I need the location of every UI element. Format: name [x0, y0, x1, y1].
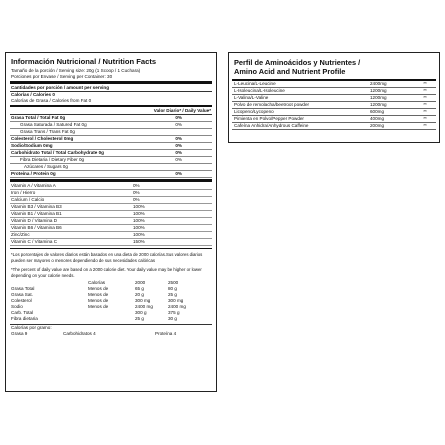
- dv-cell: 25 g: [135, 316, 144, 322]
- vitamin-name: Vitamin B3 / Vitamina B3: [11, 203, 62, 209]
- nutrient-percent: 0%: [175, 114, 182, 120]
- nutrient-list: [6, 115, 216, 178]
- nutrient-row: [10, 171, 212, 178]
- amount-per-serving: Cantidades por porción / amount per serving: [11, 85, 110, 90]
- amino-acid-panel: [228, 52, 440, 143]
- vitamin-row: [10, 218, 212, 225]
- nutrient-percent: 0%: [175, 149, 182, 155]
- vitamin-percent: 100%: [133, 231, 145, 237]
- vitamin-name: Vitamin C / Vitamina C: [11, 238, 58, 244]
- dv-header-cell: 2000: [135, 280, 146, 286]
- amino-amount: 1200mg: [370, 102, 387, 107]
- vitamin-row: [10, 204, 212, 211]
- amino-row: [232, 109, 436, 116]
- amino-title: [232, 53, 436, 81]
- amino-name: Polvo de remolacha/beetroot powder: [234, 102, 310, 107]
- vitamin-row: [10, 190, 212, 197]
- vitamin-percent: 100%: [133, 203, 145, 209]
- nutrient-percent: 0%: [175, 121, 182, 127]
- amino-name: L-Leucina/L-Leucine: [234, 81, 276, 86]
- nutrient-row: [10, 122, 212, 129]
- vitamin-percent: 150%: [133, 238, 145, 244]
- servings-per-container: Porciones por Envase / Serving per Container: 30: [11, 74, 113, 79]
- dv-header-cell: 2500: [168, 280, 179, 286]
- amino-mark: **: [423, 102, 427, 107]
- vitamin-percent: 0%: [133, 196, 140, 202]
- dv-cell: Grasa Total: [11, 286, 35, 292]
- nutrient-row: [10, 143, 212, 150]
- nutrient-percent: 0%: [175, 135, 182, 141]
- divider: [10, 179, 212, 182]
- amino-title-line2: Amino Acid and Nutrient Profile: [234, 67, 346, 76]
- dv-cell: Menos de: [88, 298, 109, 304]
- amino-mark: **: [423, 116, 427, 121]
- nutrient-label: Fibra Dietaria / Dietary Fiber 0g: [20, 156, 85, 162]
- amino-amount: 2400mg: [370, 81, 387, 86]
- dv-cell: 65 g: [135, 286, 144, 292]
- cpg-fat: Grasa 9: [11, 331, 28, 337]
- dv-cell: 20 g: [135, 292, 144, 298]
- amino-amount: 200mg: [370, 123, 385, 128]
- note-spanish: *Los porcentajes de valores diarios están basados en una dieta de 2000 calorías.Sus valores diarios pueden ser mayores o menores dependiendo de sus necesidades calóricas: [11, 252, 203, 263]
- dv-cell: Menos de: [88, 286, 109, 292]
- vitamin-percent: 100%: [133, 217, 145, 223]
- nutrient-row: [10, 150, 212, 157]
- amino-mark: **: [423, 81, 427, 86]
- amino-row: [232, 116, 436, 123]
- dv-cell: Carb. Total: [11, 310, 34, 316]
- amino-amount: 600mg: [370, 109, 385, 114]
- amino-mark: **: [423, 123, 427, 128]
- vitamin-name: Calcium / Calcio: [11, 196, 45, 202]
- vitamin-percent: 100%: [133, 224, 145, 230]
- amino-title-line1: Perfil de Aminoácidos y Nutrientes /: [234, 58, 361, 67]
- dv-cell: 30 g: [168, 316, 177, 322]
- amino-amount: 400mg: [370, 116, 385, 121]
- nutrient-percent: 0%: [175, 170, 182, 176]
- dv-cell: Menos de: [88, 292, 109, 298]
- nutrition-title: Información Nutricional / Nutrition Facts: [11, 57, 157, 66]
- amino-name: Licopeno/Lycopeno: [234, 109, 274, 114]
- calories-per-gram-label: Calorías por gramo:: [11, 325, 52, 331]
- amino-mark: **: [423, 109, 427, 114]
- nutrient-label: Azúcares / Sugars 0g: [24, 163, 68, 169]
- amino-mark: **: [423, 95, 427, 100]
- nutrient-label: Grasa Saturada / Satured Fat 0g: [20, 121, 87, 127]
- nutrition-facts-panel: [5, 52, 217, 392]
- dv-cell: Sodio: [11, 304, 23, 310]
- nutrient-row: [10, 115, 212, 122]
- nutrient-label: Grasa Trans / Trans Fat 0g: [20, 128, 75, 134]
- dv-cell: 300 mg: [135, 298, 151, 304]
- nutrient-label: Proteína / Protein 0g: [11, 170, 56, 176]
- vitamin-percent: 0%: [133, 182, 140, 188]
- divider: [10, 105, 212, 107]
- amino-row: [232, 88, 436, 95]
- nutrient-row: [10, 136, 212, 143]
- vitamin-name: Vitamin D / Vitamina D: [11, 217, 58, 223]
- vitamin-name: Zinc/Zinc: [11, 231, 30, 237]
- calories: Calorías / Calories 0: [11, 91, 55, 97]
- amino-name: Pimienta en Polvo/Pepper Powder: [234, 116, 304, 121]
- divider: [10, 81, 212, 84]
- divider: [10, 248, 212, 250]
- nutrient-percent: 0%: [175, 156, 182, 162]
- dv-cell: [88, 316, 135, 322]
- serving-size: Tamaño de la porción / Serving size: 20g (1 Scoop / 1 Cuchara): [11, 68, 141, 73]
- cpg-protein: Proteína 4: [155, 331, 177, 337]
- vitamin-name: Vitamin B6 / Vitamina B6: [11, 224, 62, 230]
- vitamin-percent: 0%: [133, 189, 140, 195]
- nutrient-label: Colesterol / Cholesterol 0mg: [11, 135, 74, 141]
- amino-name: Cafeína Anhidra/Anhydrous Caffeine: [234, 123, 309, 128]
- vitamin-name: Iron / Hierro: [11, 189, 36, 195]
- dv-row: [11, 316, 201, 322]
- dv-cell: 2400 mg: [168, 304, 186, 310]
- vitamin-row: [10, 225, 212, 232]
- dv-cell: 300 mg: [168, 298, 184, 304]
- vitamin-name: Vitamin A / Vitamina A: [11, 182, 56, 188]
- dv-cell: 80 g: [168, 286, 177, 292]
- nutrient-label: Grasa Total / Total Fat 0g: [11, 114, 66, 120]
- calories-per-gram: [6, 331, 216, 337]
- amino-row: [232, 102, 436, 109]
- nutrient-row: [10, 157, 212, 164]
- amino-rows: [229, 81, 439, 130]
- vitamin-row: [10, 197, 212, 204]
- amino-name: L-Isoleucina/L-Isoleucine: [234, 88, 285, 93]
- vitamin-percent: 100%: [133, 210, 145, 216]
- dv-cell: 25 g: [168, 292, 177, 298]
- dv-cell: Menos de: [88, 304, 109, 310]
- dv-header-cell: Calorías: [88, 280, 106, 286]
- dv-cell: 375 g: [168, 310, 180, 316]
- amino-name: L-Valina/L-Valine: [234, 95, 269, 100]
- dv-cell: 2400 mg: [135, 304, 153, 310]
- dv-cell: Grasa Sat.: [11, 292, 33, 298]
- vitamin-name: Vitamin B1 / Vitamina B1: [11, 210, 62, 216]
- dv-cell: Fibra dietaria: [11, 316, 38, 322]
- daily-value-table: [11, 280, 201, 322]
- nutrient-percent: 0%: [175, 142, 182, 148]
- daily-value-label: Valor Diario* / Daily Value*: [153, 107, 211, 113]
- vitamin-row: [10, 232, 212, 239]
- amino-mark: **: [423, 88, 427, 93]
- vitamin-row: [10, 183, 212, 190]
- amino-amount: 1200mg: [370, 95, 387, 100]
- dv-cell: 300 g: [135, 310, 147, 316]
- amino-row: [232, 81, 436, 88]
- vitamin-row: [10, 239, 212, 246]
- vitamin-list: [6, 183, 216, 246]
- cpg-carbs: Carbohidratos 4: [63, 331, 96, 337]
- dv-cell: Colesterol: [11, 298, 32, 304]
- nutrient-label: Carbohidrato Total / Total Carbohydrate 0g: [11, 149, 104, 155]
- nutrient-row: [10, 164, 212, 171]
- nutrient-row: [10, 129, 212, 136]
- note-english: *The percent of daily value are based on a 2000 calorie diet. Your daily value may be higher or lower depending on your calorie needs.: [11, 267, 202, 278]
- amino-amount: 1200mg: [370, 88, 387, 93]
- nutrient-label: Sodio/Sodium 0mg: [11, 142, 53, 148]
- calories-from-fat: Calorías de Grasa / Calories from Fat 0: [11, 97, 92, 103]
- amino-row: [232, 95, 436, 102]
- vitamin-row: [10, 211, 212, 218]
- amino-row: [232, 123, 436, 130]
